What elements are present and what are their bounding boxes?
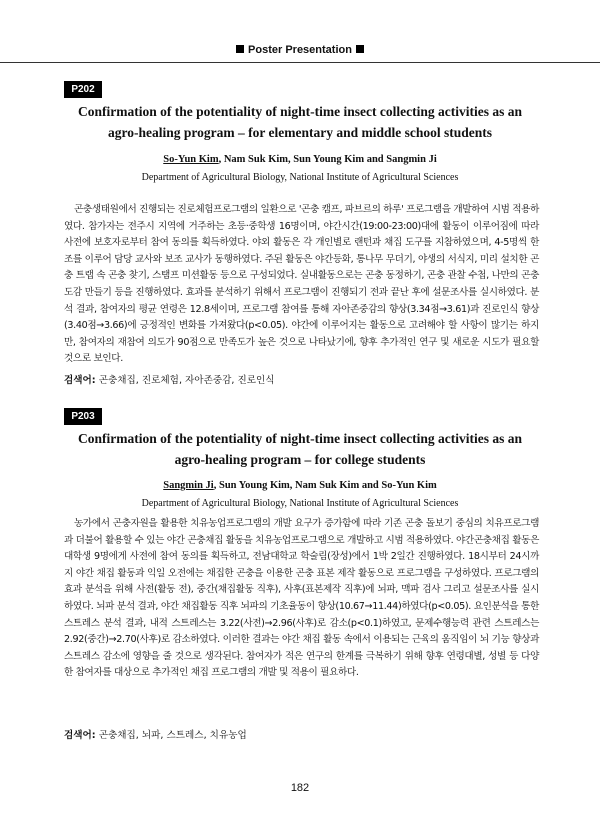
abstract-title: [60, 101, 540, 143]
affiliation: Department of Agricultural Biology, National Institute of Agricultural Sciences: [141, 498, 459, 509]
keywords-text: 곤충채집, 뇌파, 스트레스, 치유농업: [98, 730, 247, 741]
presenting-author: So-Yun Kim: [163, 154, 219, 165]
abstract-code-badge: P202: [64, 81, 102, 98]
co-authors: , Nam Suk Kim, Sun Young Kim and Sangmin Ji: [218, 154, 437, 165]
author-list: [60, 480, 540, 491]
presenting-author: Sangmin Ji: [163, 480, 214, 491]
keywords-text: 곤충채집, 진로체험, 자아존중감, 진로인식: [98, 375, 275, 386]
abstract-title-line: agro-healing program – for college students: [174, 452, 426, 467]
co-authors: , Sun Young Kim, Nam Suk Kim and So-Yun Kim: [213, 480, 437, 491]
square-bullet-icon: [356, 45, 364, 53]
keywords: [64, 372, 539, 386]
author-list: [60, 154, 540, 165]
keywords-label: 검색어:: [64, 730, 96, 741]
affiliation: Department of Agricultural Biology, National Institute of Agricultural Sciences: [141, 172, 459, 183]
abstract-title: [60, 428, 540, 470]
keywords: [64, 727, 539, 741]
square-bullet-icon: [236, 45, 244, 53]
abstract-title-line: Confirmation of the potentiality of night-time insect collecting activities as an: [78, 104, 522, 119]
abstract-title-line: Confirmation of the potentiality of night-time insect collecting activities as an: [78, 431, 522, 446]
abstract-title-line: agro-healing program – for elementary and middle school students: [108, 125, 492, 140]
abstract-body: 농가에서 곤충자원을 활용한 치유농업프로그램의 개발 요구가 증가함에 따라 기존 곤충 돌보기 중심의 치유프로그램과 더불어 활용할 수 있는 야간 곤충채집 활동을 치유농업프로그램으로 개발하고 시범 적용하였다. 야간곤충채집 활동은 대학생 9명에게 사전에 참여 동의를 획득하고, 전남대학교 학술림(장성)에서 1박 2일간 진행하였다. 18시부터 24시까지 야간 채집 활동과 익일 오전에는 채집한 곤충을 이용한 곤충 표본 제작 활동으로 프로그램을 구성하였다. 프로그램의 효과 분석을 위해 사전(활동 전), 중간(채집활동 직후), 사후(표본제작 직후)에 뇌파, 맥파 검사 그리고 설문조사를 실시하였다. 뇌파 분석 결과, 야간 채집활동 직후 뇌파의 기초율동이 향상(10.67→11.44)하였다(p<0.05). 요인분석을 통한 스트레스 분석 결과, 내적 스트레스는 3.22(사전)→2.96(사후)로 감소(p<0.1)하였고, 문제수행능력 관련 스트레스는 2.92(중간)→2.70(사후)로 감소하였다. 이러한 결과는 야간 채집 활동 속에서 이용되는 근육의 움직임이 뇌 기능 향상과 스트레스 감소에 영향을 줄 것으로 생각된다. 참여자가 적은 연구의 한계를 극복하기 위해 향후 연령대별, 성별 등 다양한 참여자를 대상으로 추가적인 채집 프로그램의 개발 및 적용이 필요하다.: [64, 518, 539, 679]
header-label: Poster Presentation: [248, 44, 352, 56]
page-header: [0, 44, 600, 56]
page-number: 182: [290, 782, 310, 794]
header-rule: [0, 62, 600, 63]
keywords-label: 검색어:: [64, 375, 96, 386]
abstract-code-badge: P203: [64, 408, 102, 425]
abstract-body: 곤충생태원에서 진행되는 진로체험프로그램의 일환으로 '곤충 캠프, 파브르의 하루' 프로그램을 개발하여 시범 적용하였다. 참가자는 전주시 지역에 거주하는 초등·중학생 16명이며, 야간시간(19:00-23:00)대에 활동이 이루어짐에 따라 사전에 보호자로부터 참여 동의를 획득하였다. 야외 활동은 각 개인별로 랜턴과 채집 도구를 지참하였으며, 4-5명씩 한 조를 이루어 담당 교사와 보조 교사가 동행하였다. 주된 활동은 야간등화, 통나무 무더기, 야생의 서식지, 미리 설치한 곤충 트랩 속 곤충 찾기, 스탬프 미션활동 등으로 구성되었다. 실내활동으로는 곤충 동정하기, 곤충 관찰 수첩, 나만의 곤충도감 만들기 등을 진행하였다. 효과를 분석하기 위해서 프로그램이 진행되기 전과 끝난 후에 설문조사를 실시하였다. 분석 결과, 참여자의 평균 연령은 12.8세이며, 프로그램 참여를 통해 자아존중감의 향상(3.34점→3.61)과 진로인식 향상(3.40점→3.66)에 긍정적인 변화를 가져왔다(p<0.05). 야간에 이루어지는 활동으로 고려해야 할 사항이 많기는 하지만, 참여자의 재참여 의도가 90점으로 만족도가 높은 것으로 나타났기에, 향후 추가적인 연구 및 새로운 시도가 필요할 것으로 보인다.: [64, 204, 540, 365]
